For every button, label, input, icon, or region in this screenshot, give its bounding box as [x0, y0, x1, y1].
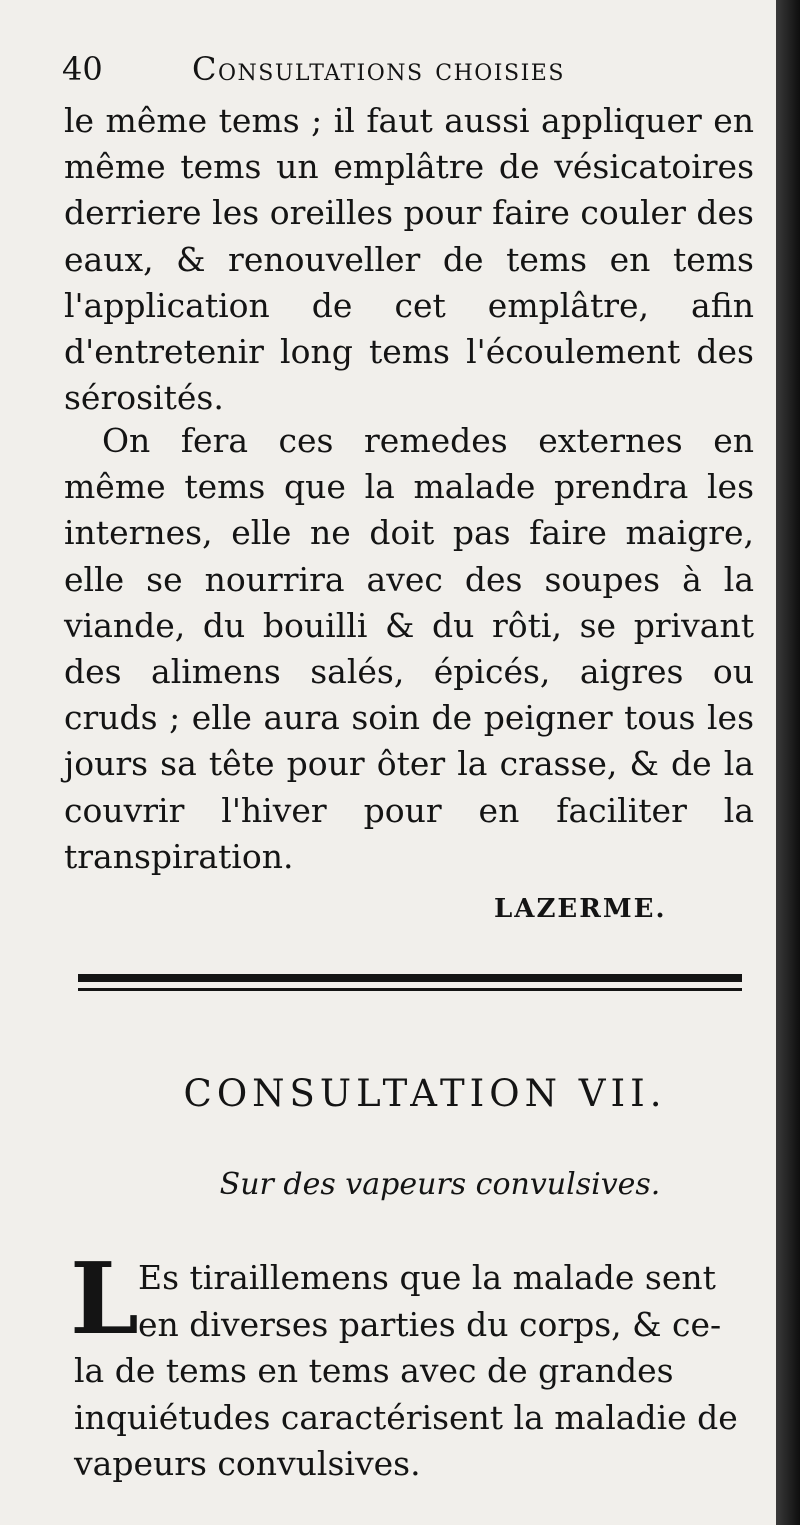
opening-line: en diverses parties du corps, & ce- — [138, 1304, 722, 1344]
drop-cap-letter: L — [70, 1242, 139, 1357]
opening-paragraph — [74, 1255, 764, 1488]
section-title: CONSULTATION VII. — [183, 1072, 667, 1115]
running-title: Consultations choisies — [192, 50, 565, 88]
divider-thin-line — [78, 988, 742, 991]
signature: LAZERME. — [494, 894, 667, 924]
opening-line: Es tiraillemens que la malade sent — [138, 1258, 716, 1297]
opening-line: vapeurs convulsives. — [74, 1444, 421, 1484]
page-edge-shadow — [776, 0, 800, 1525]
opening-line: inquiétudes caractérisent la maladie de — [74, 1397, 738, 1437]
section-subtitle: Sur des vapeurs convulsives. — [219, 1167, 661, 1202]
paragraph-continued: le même tems ; il faut aussi appliquer en même tems un emplâtre de vésicatoires derriere les oreilles pour faire couler des eaux, & renouveller de tems en tems l'application de cet emplâtre, afin d'entretenir long tems l'écoulement des sérosités. — [64, 101, 754, 418]
divider-thick-line — [78, 974, 742, 982]
page-header — [62, 44, 742, 94]
opening-line: la de tems en tems avec de grandes — [74, 1351, 674, 1391]
paragraph-remedies: On fera ces remedes externes en même tems que la malade prendra les internes, elle ne doit pas faire maigre, elle se nourrira avec des soupes à la viande, du bouilli & du rôti, se privant des alimens salés, épicés, aigres ou cruds ; elle aura soin de peigner tous les jours sa tête pour ôter la crasse, & de la couvrir l'hiver pour en faciliter la transpiration. — [64, 421, 754, 876]
page-number: 40 — [62, 50, 103, 88]
section-divider — [78, 974, 742, 996]
